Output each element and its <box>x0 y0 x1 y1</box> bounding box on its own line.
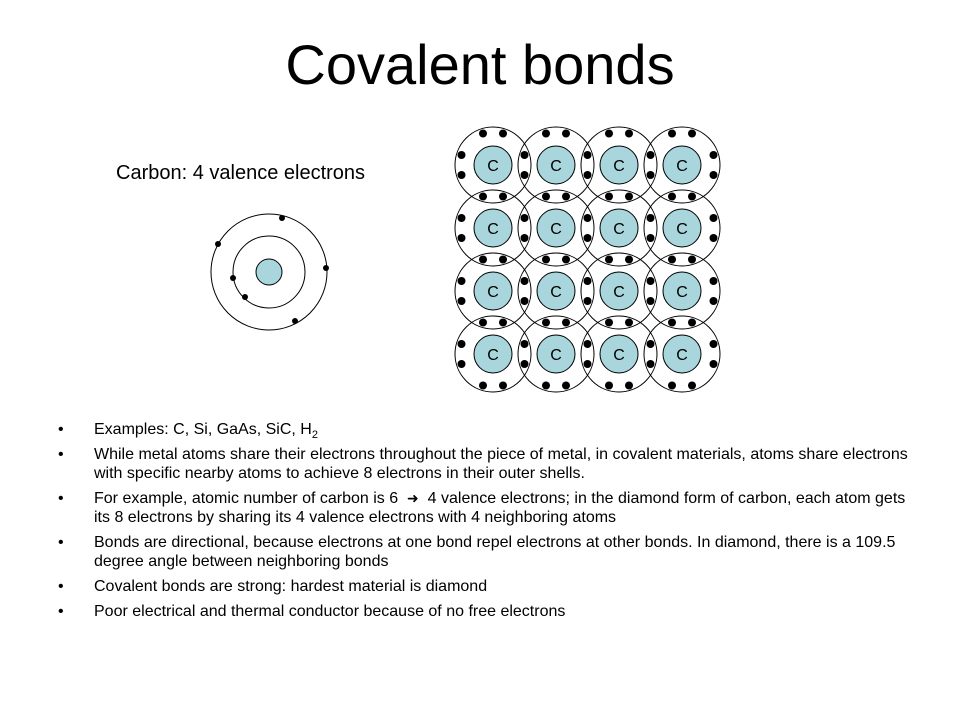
carbon-atom-label: C <box>676 347 688 364</box>
shared-electron <box>479 130 487 138</box>
carbon-atom-label: C <box>487 347 499 364</box>
shared-electron <box>625 382 633 390</box>
bullet-examples: • Examples: C, Si, GaAs, SiC, $H_2$ <box>58 420 908 439</box>
shared-electron <box>458 297 466 305</box>
shared-electron <box>479 319 487 327</box>
shared-electron <box>647 214 655 222</box>
arrow-right-icon: ➜ <box>407 490 419 506</box>
bullet-carbon-example: • For example, atomic number of carbon is 6 ➜ 4 valence electrons; in the diamond form of carbon, each atom gets its 8 electrons by sharing its 4 valence electrons with 4 neighboring atoms <box>58 489 908 527</box>
valence-electron <box>215 241 221 247</box>
shared-electron <box>668 130 676 138</box>
shared-electron <box>710 360 718 368</box>
shared-electron <box>584 360 592 368</box>
shared-electron <box>499 382 507 390</box>
shared-electron <box>458 151 466 159</box>
shared-electron <box>584 151 592 159</box>
shared-electron <box>647 297 655 305</box>
shared-electron <box>499 193 507 201</box>
shared-electron <box>562 256 570 264</box>
shared-electron <box>710 234 718 242</box>
shared-electron <box>710 214 718 222</box>
shared-electron <box>479 193 487 201</box>
shared-electron <box>458 234 466 242</box>
subscript-2: 2 <box>311 429 318 442</box>
shared-electron <box>688 130 696 138</box>
shared-electron <box>521 151 529 159</box>
shared-electron <box>521 277 529 285</box>
carbon-atom-label: C <box>613 221 625 238</box>
carbon-atom-label: C <box>550 347 562 364</box>
shared-electron <box>647 171 655 179</box>
shared-electron <box>542 130 550 138</box>
shared-electron <box>668 382 676 390</box>
valence-electron <box>279 215 285 221</box>
bullet-directional-bonds: • Bonds are directional, because electrons at one bond repel electrons at other bonds. In diamond, there is a 109.5 degree angle between neighboring bonds <box>58 533 908 571</box>
shared-electron <box>584 297 592 305</box>
bullet-poor-conductor: • Poor electrical and thermal conductor because of no free electrons <box>58 602 908 621</box>
carbon-atom-label: C <box>487 284 499 301</box>
shared-electron <box>458 277 466 285</box>
shared-electron <box>458 171 466 179</box>
carbon-atom-label: C <box>550 284 562 301</box>
shared-electron <box>458 360 466 368</box>
shared-electron <box>562 193 570 201</box>
shared-electron <box>647 360 655 368</box>
carbon-atom-label: C <box>613 284 625 301</box>
carbon-atom-label: C <box>550 221 562 238</box>
shared-electron <box>710 340 718 348</box>
shared-electron <box>710 297 718 305</box>
shared-electron <box>710 151 718 159</box>
shared-electron <box>688 256 696 264</box>
valence-electron <box>323 265 329 271</box>
shared-electron <box>688 193 696 201</box>
shared-electron <box>625 130 633 138</box>
carbon-atom-label: C <box>487 221 499 238</box>
shared-electron <box>542 382 550 390</box>
bullet-list <box>58 420 908 627</box>
shared-electron <box>542 319 550 327</box>
shared-electron <box>584 340 592 348</box>
shared-electron <box>458 214 466 222</box>
carbon-atom-label: C <box>676 158 688 175</box>
diamond-lattice-diagram <box>440 115 740 415</box>
carbon-atom-label: C <box>613 347 625 364</box>
shared-electron <box>688 319 696 327</box>
shared-electron <box>499 130 507 138</box>
shared-electron <box>542 193 550 201</box>
shared-electron <box>479 256 487 264</box>
shared-electron <box>688 382 696 390</box>
shared-electron <box>458 340 466 348</box>
shared-electron <box>668 256 676 264</box>
shared-electron <box>584 277 592 285</box>
carbon-atom-label: C <box>550 158 562 175</box>
shared-electron <box>668 319 676 327</box>
shared-electron <box>562 319 570 327</box>
shared-electron <box>521 214 529 222</box>
shared-electron <box>668 193 676 201</box>
inner-electron <box>230 275 236 281</box>
shared-electron <box>521 340 529 348</box>
shared-electron <box>562 382 570 390</box>
shared-electron <box>542 256 550 264</box>
shared-electron <box>584 214 592 222</box>
shared-electron <box>710 277 718 285</box>
shared-electron <box>647 340 655 348</box>
shared-electron <box>521 297 529 305</box>
shared-electron <box>499 319 507 327</box>
slide-title: Covalent bonds <box>285 33 675 96</box>
carbon-caption: Carbon: 4 valence electrons <box>116 162 366 184</box>
shared-electron <box>521 360 529 368</box>
bullet-strong-bonds: • Covalent bonds are strong: hardest material is diamond <box>58 577 908 596</box>
shared-electron <box>605 193 613 201</box>
carbon-atom-label: C <box>613 158 625 175</box>
shared-electron <box>479 382 487 390</box>
valence-electron <box>292 318 298 324</box>
shared-electron <box>605 319 613 327</box>
carbon-atom-label: C <box>487 158 499 175</box>
shared-electron <box>562 130 570 138</box>
shared-electron <box>647 151 655 159</box>
shared-electron <box>521 171 529 179</box>
shared-electron <box>605 382 613 390</box>
shared-electron <box>584 234 592 242</box>
shared-electron <box>625 256 633 264</box>
shared-electron <box>499 256 507 264</box>
shared-electron <box>584 171 592 179</box>
carbon-atom-label: C <box>676 221 688 238</box>
bullet-electron-sharing: • While metal atoms share their electrons throughout the piece of metal, in covalent materials, atoms share electrons with specific nearby atoms to achieve 8 electrons in their outer shells. <box>58 445 908 483</box>
carbon-nucleus <box>256 259 282 285</box>
carbon-atom-bohr-diagram <box>195 205 345 345</box>
shared-electron <box>605 256 613 264</box>
shared-electron <box>521 234 529 242</box>
shared-electron <box>647 234 655 242</box>
inner-electron <box>242 294 248 300</box>
shared-electron <box>710 171 718 179</box>
shared-electron <box>625 193 633 201</box>
shared-electron <box>625 319 633 327</box>
shared-electron <box>605 130 613 138</box>
carbon-atom-label: C <box>676 284 688 301</box>
shared-electron <box>647 277 655 285</box>
